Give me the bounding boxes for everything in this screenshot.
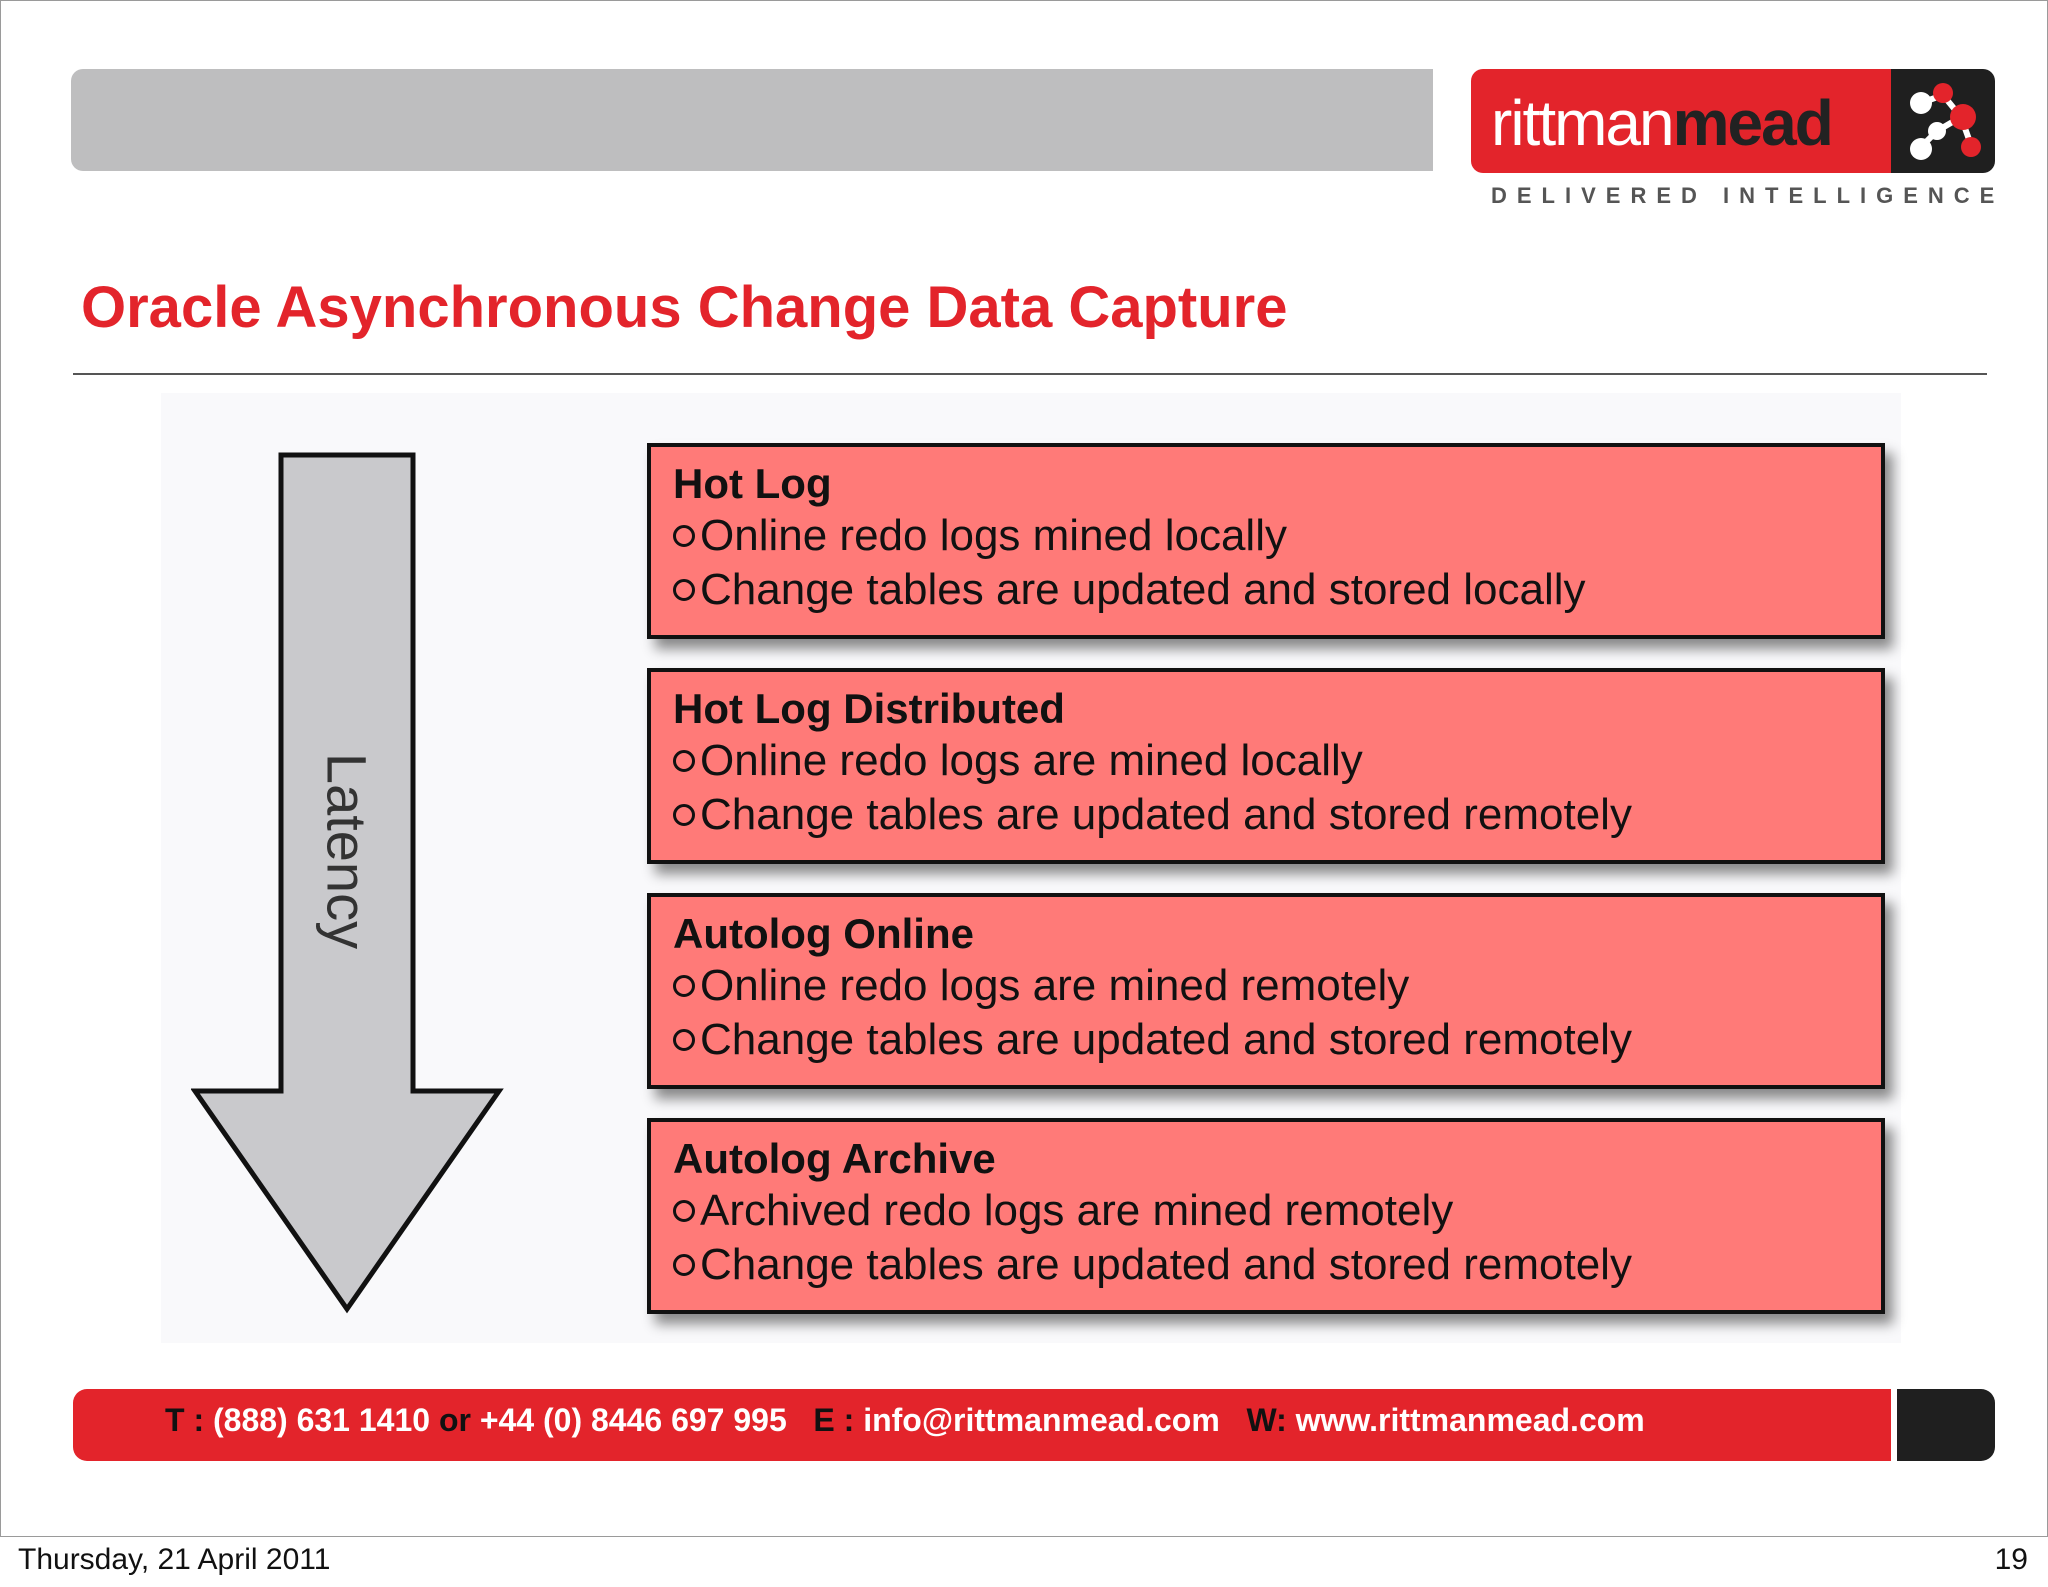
title-divider [73, 373, 1987, 375]
footer-website: www.rittmanmead.com [1295, 1402, 1645, 1438]
bullet-circle-icon [673, 1029, 695, 1051]
mode-bullet [673, 563, 1881, 617]
footer-contact-text [165, 1399, 1645, 1441]
mode-bullet-text: Change tables are updated and stored remotely [700, 1015, 1632, 1064]
mode-box-autolog-archive [647, 1118, 1885, 1314]
print-date: Thursday, 21 April 2011 [18, 1543, 331, 1576]
mode-title: Autolog Online [673, 910, 974, 957]
bullet-circle-icon [673, 525, 695, 547]
footer-w-label: W: [1246, 1402, 1287, 1438]
mode-bullet-text: Change tables are updated and stored remotely [700, 790, 1632, 839]
mode-title: Autolog Archive [673, 1135, 996, 1182]
logo-tagline: DELIVERED INTELLIGENCE [1491, 183, 2005, 208]
bullet-circle-icon [673, 579, 695, 601]
mode-bullet-text: Online redo logs are mined locally [700, 736, 1363, 785]
logo-wordmark-light: rittman [1491, 87, 1673, 159]
bullet-circle-icon [673, 804, 695, 826]
footer-or: or [438, 1402, 471, 1438]
mode-bullet [673, 1238, 1881, 1292]
logo-wordmark [1491, 85, 1832, 161]
footer-phone-uk: +44 (0) 8446 697 995 [479, 1402, 787, 1438]
logo-molecule-icon [1891, 69, 1995, 173]
mode-title: Hot Log Distributed [673, 685, 1065, 732]
mode-bullet-text: Online redo logs are mined remotely [700, 961, 1410, 1010]
mode-bullet-text: Online redo logs mined locally [700, 511, 1287, 560]
mode-bullet [673, 1184, 1881, 1238]
mode-bullet [673, 734, 1881, 788]
bullet-circle-icon [673, 750, 695, 772]
mode-bullet-text: Change tables are updated and stored locally [700, 565, 1586, 614]
footer-email: info@rittmanmead.com [863, 1402, 1220, 1438]
mode-bullet [673, 959, 1881, 1013]
mode-box-hot-log-distributed [647, 668, 1885, 864]
mode-box-autolog-online [647, 893, 1885, 1089]
footer-dark-block [1897, 1389, 1995, 1461]
footer-e-label: E : [813, 1402, 855, 1438]
bullet-circle-icon [673, 1200, 695, 1222]
mode-bullet-text: Change tables are updated and stored remotely [700, 1240, 1632, 1289]
mode-bullet [673, 788, 1881, 842]
footer-t-label: T : [165, 1402, 205, 1438]
latency-label: Latency [315, 752, 379, 950]
header-grey-bar [71, 69, 1433, 171]
page-number: 19 [1994, 1543, 2028, 1576]
mode-bullet-text: Archived redo logs are mined remotely [700, 1186, 1454, 1235]
bullet-circle-icon [673, 1254, 695, 1276]
bullet-circle-icon [673, 975, 695, 997]
logo-wordmark-bold: mead [1672, 87, 1832, 159]
slide-title: Oracle Asynchronous Change Data Capture [81, 275, 1288, 340]
footer-phone-us: (888) 631 1410 [212, 1402, 431, 1438]
mode-title: Hot Log [673, 460, 832, 507]
mode-box-hot-log [647, 443, 1885, 639]
mode-bullet [673, 1013, 1881, 1067]
mode-bullet [673, 509, 1881, 563]
